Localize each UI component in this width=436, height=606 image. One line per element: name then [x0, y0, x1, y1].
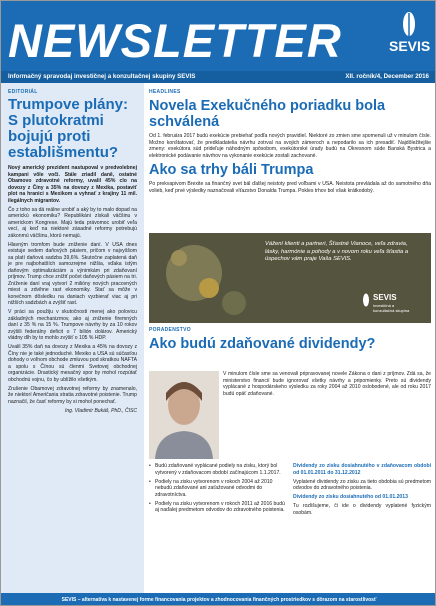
dividend-bullets	[149, 463, 285, 516]
sevis-seal-icon	[361, 293, 371, 307]
christmas-greeting: Vážení klienti a partneri, Šťastné Vianoce, veľa zdravia, lásky, harmónie a pohody a v novom roku veľa šťastia a úspechov vám praje Vaša SEVIS.	[265, 241, 409, 262]
list-item: • Podiely na zisku vytvorenom v rokoch 2004 až 2010 nebudú zdaňované ani zaťažované odvodmi do zdravotníctva.	[149, 479, 285, 499]
subtitle: Informačný spravodaj investičnej a konzultačnej skupiny SEVIS	[8, 73, 196, 80]
editorial-paragraph: V práci sa použiju v skutočnosti menej ako polovicu základných mechanizmov, ako aj zníženie firemných daní z 35 % na 15 %. Trumpove návrhy by za 10 rokov zvýšili federálny deficit o 7 bilión dolárov. Americký vládny dlh by to mohlo zvýšiť o 105 % HDP.	[8, 309, 137, 341]
side-heading: Dividendy zo zisku dosiahnutého od 01.01.2013	[293, 494, 408, 500]
side-text: Vyplatené dividendy zo zisku za tieto obdobia sú predmetom odvodov do zdravotného poistenia.	[293, 478, 431, 491]
bullet-list	[149, 463, 285, 514]
dividend-section	[149, 327, 431, 355]
editorial-paragraph: Čo z toho sa dá reálne urobiť a aký by to malo dopad na americkú ekonomiku? Republikáni získali väčšinu v americkom Kongrese. Majú teda právomoc urobiť veľa vecí, aj keď na niektoré zásadné reformy potrebujú zákonmú väčšinu, ktorú nemajú.	[8, 206, 137, 239]
editorial-headline: Trumpove plány: S plutokratmi bojujú proti establišmentu?	[8, 96, 129, 161]
headlines-column	[149, 83, 431, 194]
editorial-column	[1, 83, 144, 593]
issue-info: XII. ročník/4, December 2016	[345, 73, 429, 80]
seal-name: SEVIS	[373, 293, 397, 302]
headline-exekucny-poriadok: Novela Exekučného poriadku bola schválená	[149, 98, 386, 130]
subtitle-bar	[1, 71, 436, 83]
footer-bar: SEVIS – alternatíva k nastavenej forme financovania projektov a zhodnocovania finančných prostriedkov s dôrazom na starostlivosť	[1, 593, 436, 606]
newsletter-title: NEWSLETTER	[8, 14, 342, 67]
editorial-body	[8, 165, 137, 405]
section-label: PORADENSTVO	[149, 327, 191, 333]
dividend-intro: V minulom čísle sme sa venovali pripravovanej novele Zákona o dani z príjmov. Zdá sa, že ministerstvo financií bude ignorovať všetky návrhy a pripomienky. Preto sú dividendy vyplácané z hospodárskeho výsledku za roky 2004 až 2010 oslobodené, ale od roku 2017 budú opäť zdaňované.	[223, 371, 431, 397]
editorial-paragraph: Hlavným tromfom bude zníženie daní. V USA dnes existuje sedem daňových pásiem, pričom v najvyššom sa platí daňová sadzba 39,6%. Skutočne zaplatená daň je pre najbohatších samozrejme nižšia, vďaka istým daňovým optimalizáciám a výnimkám pri zdaňovaní príjmov. Trump chce znížiť počet daňových pásiem na tri. Zníženie daní vraj vytvorí 2 milióny nových pracovných miest a zdvihne rast ekonomiky. Stať sa môže v konečnom dôsledku na daniach vyzbierať viac aj pri nižších sadzbách a zvýšiť rast.	[8, 241, 137, 306]
list-item: • Budú zdaňované vyplácané podiely na zisku, ktorý bol vytvorený v zdaňovacom období začínajúcom 1.1.2017.	[149, 463, 285, 476]
editorial-paragraph: Nový americký prezident nastupoval v predvolebnej kampani vôle voči. Stále zriadil daně, ostatné Obamovo zdravotné reformy, uvalil 45% clo na dovozy z Číny a 35% na dovozy z Mexika, postaviť plot na hranici s Mexikom a vyhnať z krajiny 11 mil. ilegálnych migrantov.	[8, 165, 137, 204]
section-label: EDITORIÁL	[8, 89, 38, 95]
seal-subtitle: investičná a konzultačná skupina	[373, 303, 410, 313]
masthead	[1, 1, 436, 83]
christmas-photo	[149, 233, 431, 323]
author: Ing. Vladimír Bukáš, PhD., ČISC	[65, 407, 137, 414]
logo-name: SEVIS	[389, 38, 431, 54]
side-heading: Dividendy zo zisku dosiahnutého v zdaňovacom období od 01.01.2011 do 31.12.2012	[293, 463, 431, 476]
author-portrait	[149, 371, 219, 459]
article-body: Od 1. februára 2017 budú exekúcie prebiehať podľa nových pravidiel. Niektoré zo zmien sme spomenuli už v minulom čísle. Možno konštatovať, že predkladatelia návrhu zotrval na svojich zámeroch a nepodarilo sa ich presadiť. Najdôležitejšie zmeny: exekútora súd prideľuje náhodným spôsobom, exekútorské úrady budú na Okresnom súde Banská Bystrica a elektronické podávanie návrhov na vykonanie exekúcie zostali zachované.	[149, 133, 431, 159]
section-label: HEADLINES	[149, 89, 181, 95]
editorial-paragraph: Zrušenie Obamovej zdravotnej reformy by znamenalo, že niektorí Američania stratia zdravotné poistenie. Trump naznačil, že časť reformy by si mohol ponechať.	[8, 385, 137, 405]
headline-trump-markets: Ako sa trhy báli Trumpa	[149, 162, 314, 178]
sevis-logo	[389, 11, 429, 65]
editorial-paragraph: Uvalil 35% daň na dovozy z Mexika a 45% na dovozy z Číny nie je také jednoduché. Mexiko a USA sú súčasťou dohody o voľnom obchode zmluvou pod skratkou NAFTA a spolu s Čínou sú členmi Svetovej obchodnej organizácie. Drastický mesačný spor by mohol rozpútať obchodnú vojnu, čo by ublížilo všetkým.	[8, 344, 137, 383]
side-text: Tu rozlišujeme, či ide o dividendy vyplatené fyzickým osobám.	[293, 503, 431, 516]
headline-dividends: Ako budú zdaňované dividendy?	[149, 336, 376, 352]
portrait-photo-icon	[149, 371, 219, 459]
leaf-logo-icon	[396, 11, 422, 37]
list-item: • Podiely na zisku vytvorenom v rokoch 2011 až 2016 budú aj naďalej predmetom odvodov do zdravotného poistenia.	[149, 501, 285, 514]
article-body: Po prekvapivom Brexite sa finančný svet bál ďalšej neistoty pred voľbami v USA. Neistota prevládala až do samotného dňa volieb, keď prvé výsledky naznačovali víťazstvo Donalda Trumpa. Pokles trhov bol však krátkodobý.	[149, 181, 431, 194]
dividend-side	[293, 463, 431, 519]
